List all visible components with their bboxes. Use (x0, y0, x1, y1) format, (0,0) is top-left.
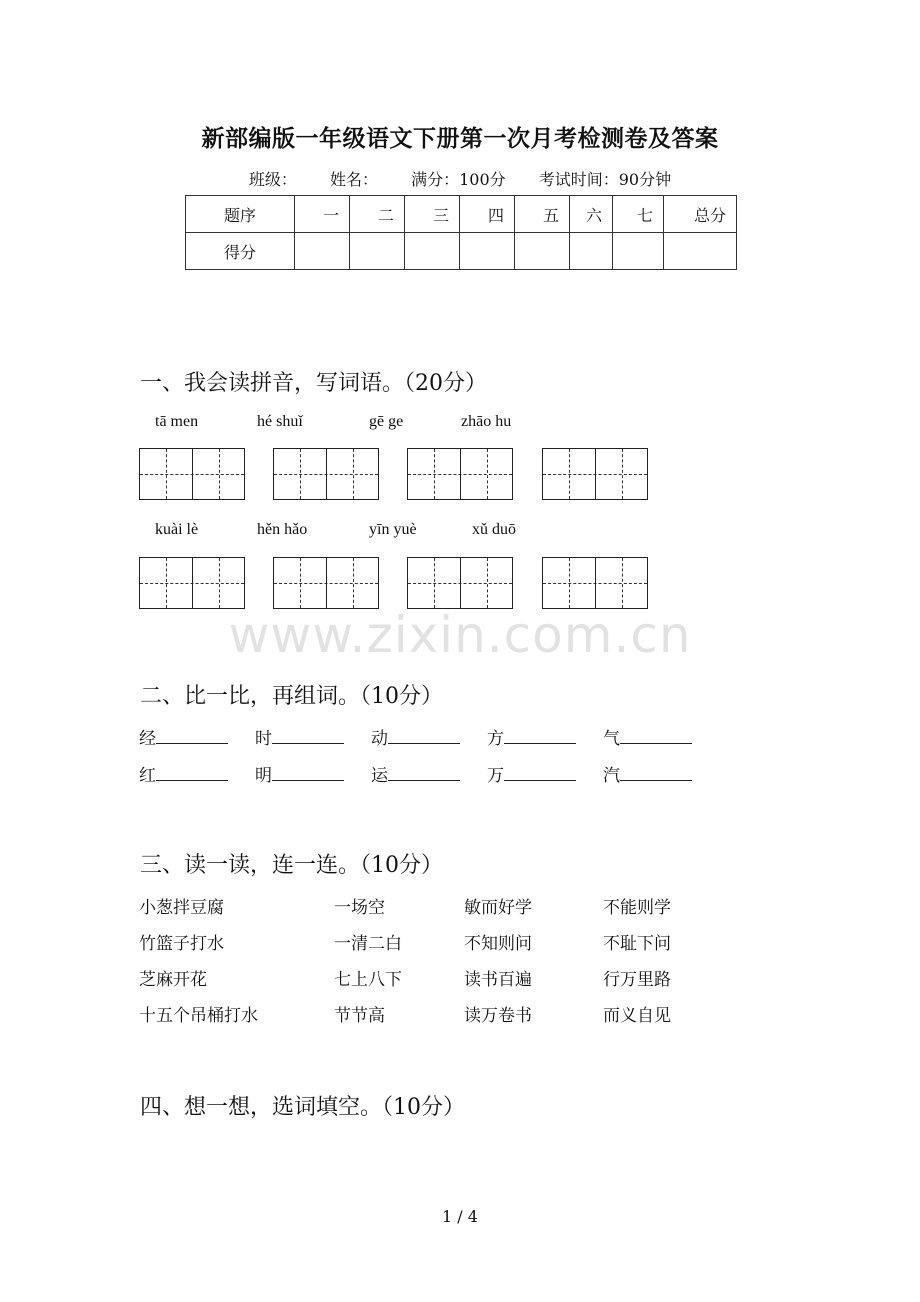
match-item[interactable]: 不能则学 (603, 898, 671, 918)
match-item[interactable]: 不耻下问 (603, 934, 671, 954)
pinyin-label: hé shuǐ (257, 413, 303, 430)
word-char: 时 (255, 729, 272, 749)
col-header: 四 (460, 196, 515, 233)
section-1-heading: 一、我会读拼音，写词语。（20分） (140, 371, 487, 396)
section-2-heading: 二、比一比，再组词。（10分） (140, 684, 443, 709)
word-blank[interactable] (603, 761, 692, 786)
word-char: 万 (487, 766, 504, 786)
match-item[interactable]: 读万卷书 (464, 1006, 532, 1026)
pinyin-label: hěn hǎo (257, 521, 308, 538)
page-title: 新部编版一年级语文下册第一次月考检测卷及答案 (201, 125, 719, 152)
match-item[interactable]: 敏而好学 (464, 898, 532, 918)
col-header: 六 (570, 196, 613, 233)
word-char: 动 (371, 729, 388, 749)
table-row (186, 196, 737, 233)
word-char: 明 (255, 766, 272, 786)
col-header: 一 (295, 196, 350, 233)
watermark: www.zixin.com.cn (228, 606, 692, 664)
word-blank[interactable] (255, 724, 344, 749)
word-char: 经 (139, 729, 156, 749)
score-cell[interactable] (405, 233, 460, 270)
match-item[interactable]: 一场空 (334, 898, 385, 918)
score-cell[interactable] (350, 233, 405, 270)
word-blank[interactable] (371, 761, 460, 786)
writing-grid[interactable] (407, 448, 513, 500)
score-cell[interactable] (460, 233, 515, 270)
word-char: 运 (371, 766, 388, 786)
word-char: 方 (487, 729, 504, 749)
score-cell[interactable] (664, 233, 737, 270)
match-item[interactable]: 小葱拌豆腐 (139, 898, 224, 918)
writing-grid[interactable] (407, 557, 513, 609)
match-item[interactable]: 芝麻开花 (139, 970, 207, 990)
match-item[interactable]: 而义自见 (603, 1006, 671, 1026)
word-blank[interactable] (255, 761, 344, 786)
exam-time: 考试时间：90分钟 (538, 170, 672, 189)
match-item[interactable]: 七上八下 (334, 970, 402, 990)
writing-grid[interactable] (139, 448, 245, 500)
writing-grid[interactable] (139, 557, 245, 609)
col-header: 三 (405, 196, 460, 233)
table-row (186, 233, 737, 270)
word-blank[interactable] (139, 724, 228, 749)
score-table (185, 195, 737, 270)
match-item[interactable]: 不知则问 (464, 934, 532, 954)
pinyin-label: tā men (155, 413, 199, 430)
writing-grid[interactable] (542, 557, 648, 609)
score-cell[interactable] (295, 233, 350, 270)
row-label-score: 得分 (186, 233, 295, 270)
class-label: 班级： (248, 170, 297, 189)
match-item[interactable]: 一清二白 (334, 934, 402, 954)
pinyin-label: yīn yuè (369, 521, 417, 538)
score-cell[interactable] (515, 233, 570, 270)
pinyin-label: xǔ duō (472, 521, 516, 538)
col-header: 七 (613, 196, 664, 233)
writing-grid[interactable] (542, 448, 648, 500)
word-char: 汽 (603, 766, 620, 786)
word-blank[interactable] (487, 761, 576, 786)
row-label-order: 题序 (186, 196, 295, 233)
col-header-total: 总分 (664, 196, 737, 233)
word-blank[interactable] (139, 761, 228, 786)
match-item[interactable]: 行万里路 (603, 970, 671, 990)
match-item[interactable]: 竹篮子打水 (139, 934, 224, 954)
name-label: 姓名： (329, 170, 378, 189)
score-cell[interactable] (570, 233, 613, 270)
exam-info (0, 167, 920, 190)
score-cell[interactable] (613, 233, 664, 270)
col-header: 二 (350, 196, 405, 233)
section-3-heading: 三、读一读，连一连。（10分） (140, 853, 443, 878)
word-blank[interactable] (371, 724, 460, 749)
page-number: 1 / 4 (442, 1207, 478, 1226)
writing-grid[interactable] (273, 448, 379, 500)
section-4-heading: 四、想一想，选词填空。（10分） (140, 1095, 465, 1120)
match-item[interactable]: 十五个吊桶打水 (139, 1006, 258, 1026)
word-blank[interactable] (603, 724, 692, 749)
col-header: 五 (515, 196, 570, 233)
pinyin-label: gē ge (369, 413, 404, 430)
match-item[interactable]: 节节高 (334, 1006, 385, 1026)
full-score: 满分：100分 (411, 170, 506, 189)
writing-grid[interactable] (273, 557, 379, 609)
match-item[interactable]: 读书百遍 (464, 970, 532, 990)
word-blank[interactable] (487, 724, 576, 749)
word-char: 气 (603, 729, 620, 749)
pinyin-label: zhāo hu (461, 413, 512, 430)
word-char: 红 (139, 766, 156, 786)
pinyin-label: kuài lè (155, 521, 199, 538)
